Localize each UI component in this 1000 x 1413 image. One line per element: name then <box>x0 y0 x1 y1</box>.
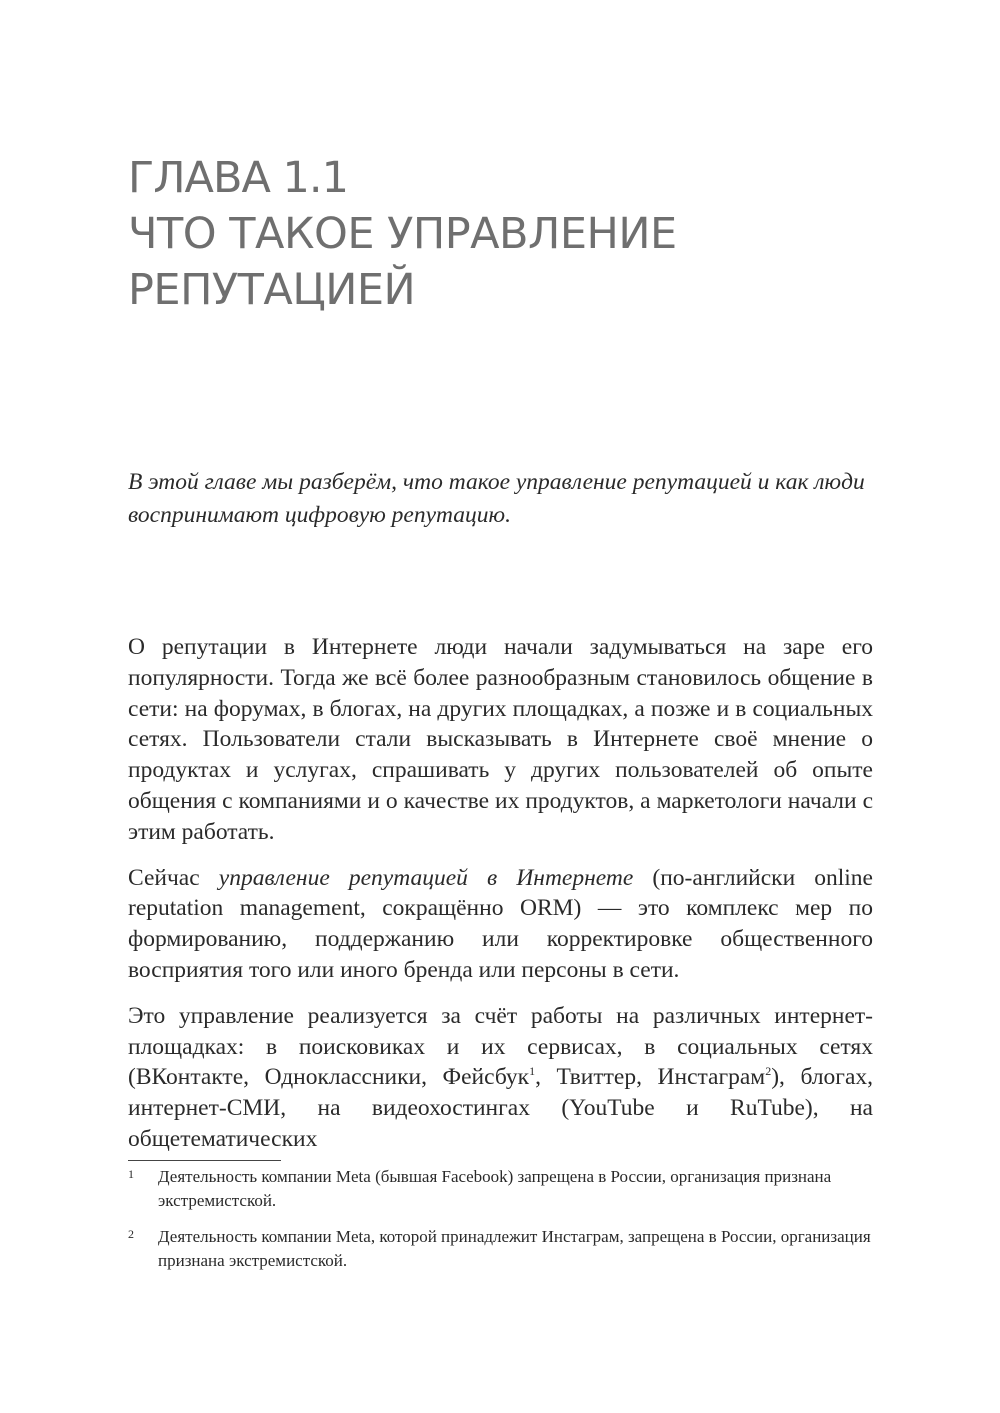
footnote-number: 2 <box>128 1227 134 1241</box>
paragraph-3 <box>128 1001 873 1155</box>
chapter-label: ГЛАВА 1.1 <box>128 153 348 203</box>
chapter-heading <box>128 150 888 318</box>
footnote-ref-2[interactable]: 2 <box>765 1064 772 1079</box>
footnote-text: Деятельность компании Meta, которой принадлежит Инстаграм, запрещена в России, организация признана экстремистской. <box>158 1227 871 1270</box>
chapter-lead: В этой главе мы разберём, что такое управление репутацией и как люди воспринимают цифровую репутацию. <box>128 469 865 528</box>
footnote-ref-1[interactable]: 1 <box>529 1064 536 1079</box>
footnotes <box>128 1165 876 1285</box>
footnote-1 <box>128 1165 876 1213</box>
paragraph-3-part-a: Это управление реализуется за счёт работы на различных интернет-площадках: в поисковиках и их сервисах, в социальных сетях (ВКонтакте, Одноклассники, Фейсбук <box>128 1002 873 1091</box>
footnote-divider <box>128 1160 281 1161</box>
footnote-text: Деятельность компании Meta (бывшая Facebook) запрещена в России, организация признана экстремистской. <box>158 1167 832 1210</box>
paragraph-2-rest: (по-английски online reputation management, сокращённо ORM) — это комплекс мер по формированию, поддержанию или корректировке общественного восприятия того или иного бренда или персоны в сети. <box>128 864 873 983</box>
body-text <box>128 632 873 1170</box>
paragraph-1: О репутации в Интернете люди начали задумываться на заре его популярности. Тогда же всё более разнообразным становилось общение в сети: на форумах, в блогах, на других площадках, а позже и в социальных сетях. Пользователи стали высказывать в Интернете своё мнение о продуктах и услугах, спрашивать у других пользователей об опыте общения с компаниями и о качестве их продуктов, а маркетологи начали с этим работать. <box>128 634 873 845</box>
footnote-2 <box>128 1225 876 1273</box>
paragraph-2 <box>128 863 873 986</box>
footnote-number: 1 <box>128 1167 134 1181</box>
paragraph-3-part-b: , Твиттер, Инстаграм <box>535 1064 766 1091</box>
paragraph-2-term: управление репутацией в Интернете <box>218 864 634 891</box>
chapter-title-line-2: РЕПУТАЦИЕЙ <box>128 265 416 315</box>
paragraph-2-start: Сейчас <box>128 864 219 891</box>
chapter-title-line-1: ЧТО ТАКОЕ УПРАВЛЕНИЕ <box>128 209 677 259</box>
paragraph-3-part-c: ), блогах, интернет-СМИ, на видеохостингах (YouTube и RuTube), на общетематических <box>128 1064 873 1152</box>
